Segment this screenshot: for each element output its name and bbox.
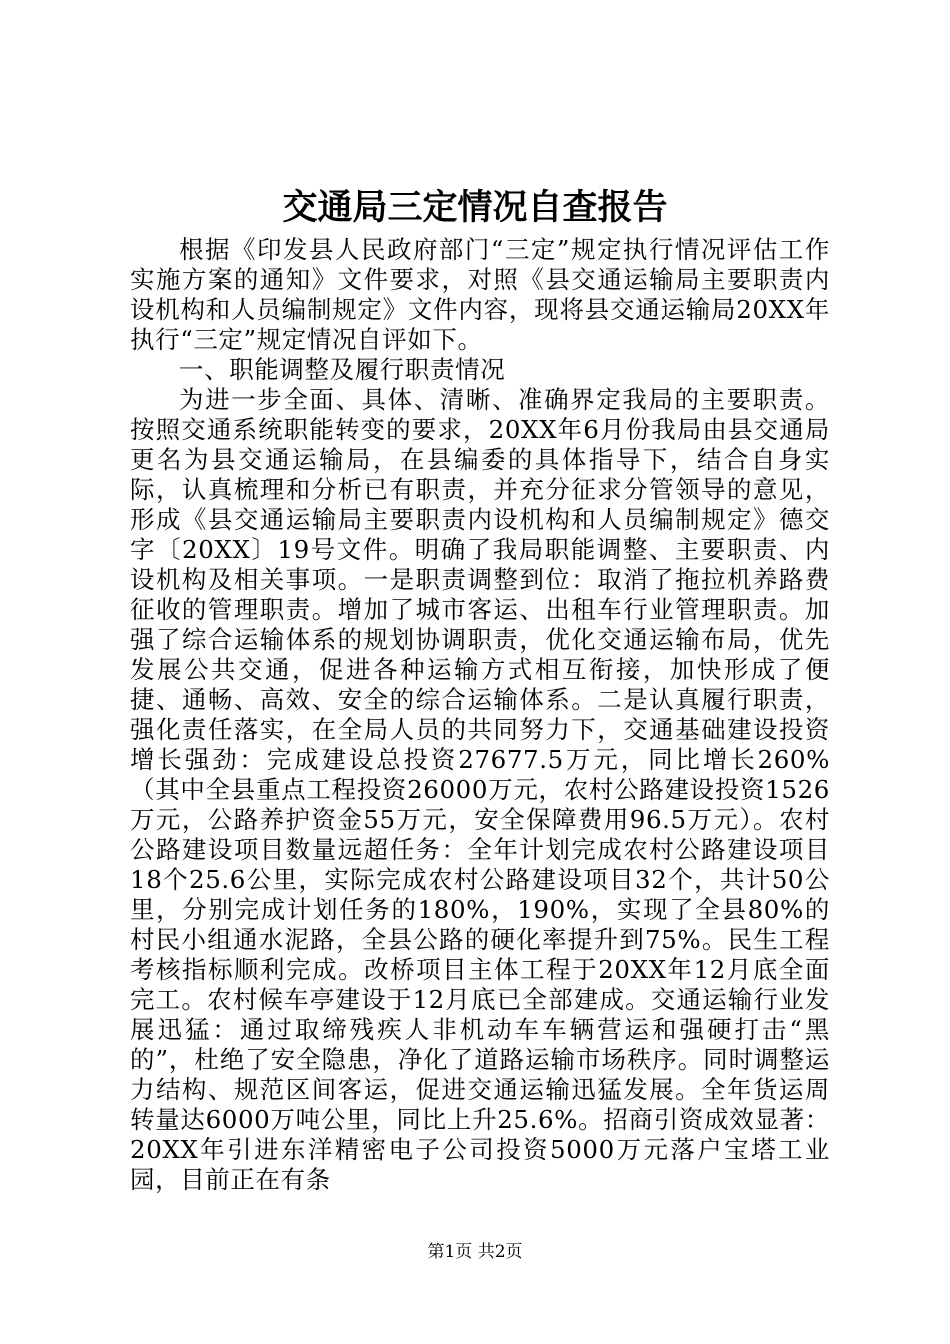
document-title: 交通局三定情况自查报告 <box>282 187 668 228</box>
paragraph-intro: 根据《印发县人民政府部门“三定”规定执行情况评估工作实施方案的通知》文件要求，对照《县交通运输局主要职责内设机构和人员编制规定》文件内容，现将县交通运输局20XX年执行“三定”规定情况自评如下。 <box>130 235 830 354</box>
section-heading: 一、职能调整及履行职责情况 <box>179 355 506 384</box>
document-body <box>130 235 830 1195</box>
page-footer: 第1页 共2页 <box>427 1242 523 1262</box>
paragraph-main: 为进一步全面、具体、清晰、准确界定我局的主要职责。按照交通系统职能转变的要求，20XX年6月份我局由县交通局更名为县交通运输局，在县编委的具体指导下，结合自身实际，认真梳理和分析已有职责，并充分征求分管领导的意见，形成《县交通运输局主要职责内设机构和人员编制规定》德交字〔20XX〕19号文件。明确了我局职能调整、主要职责、内设机构及相关事项。一是职责调整到位：取消了拖拉机养路费征收的管理职责。增加了城市客运、出租车行业管理职责。加强了综合运输体系的规划协调职责，优化交通运输布局，优先发展公共交通，促进各种运输方式相互衔接，加快形成了便捷、通畅、高效、安全的综合运输体系。二是认真履行职责，强化责任落实，在全局人员的共同努力下，交通基础建设投资增长强劲：完成建设总投资27677.5万元，同比增长260%（其中全县重点工程投资26000万元，农村公路建设投资1526万元，公路养护资金55万元，安全保障费用96.5万元）。农村公路建设项目数量远超任务：全年计划完成农村公路建设项目18个25.6公里，实际完成农村公路建设项目32个，共计50公里，分别完成计划任务的180%，190%，实现了全县80%的村民小组通水泥路，全县公路的硬化率提升到75%。民生工程考核指标顺利完成。改桥项目主体工程于20XX年12月底全面完工。农村候车亭建设于12月底已全部建成。交通运输行业发展迅猛：通过取缔残疾人非机动车车辆营运和强硬打击“黑的”，杜绝了安全隐患，净化了道路运输市场秩序。同时调整运力结构、规范区间客运，促进交通运输迅猛发展。全年货运周转量达6000万吨公里，同比上升25.6%。招商引资成效显著：20XX年引进东洋精密电子公司投资5000万元落户宝塔工业园，目前正在有条 <box>130 385 830 1194</box>
